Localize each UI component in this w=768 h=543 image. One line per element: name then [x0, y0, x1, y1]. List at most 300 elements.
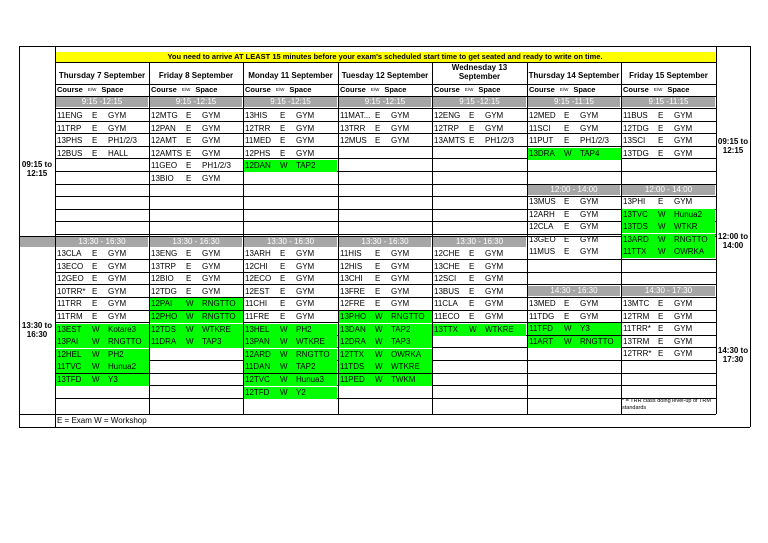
- exam-type: E: [280, 124, 286, 133]
- exam-space: GYM: [391, 124, 410, 133]
- course-code: 12TFD: [245, 388, 270, 397]
- morning-row: [622, 135, 715, 147]
- exam-space: GYM: [580, 197, 599, 206]
- course-code: 12BIO: [151, 274, 174, 283]
- afternoon-row: [244, 336, 337, 348]
- afternoon-row: [56, 336, 149, 348]
- exam-type: E: [658, 324, 664, 333]
- morning-row: [150, 135, 243, 147]
- exam-type: E: [280, 274, 286, 283]
- exam-type: E: [186, 111, 192, 120]
- midday-row: [622, 246, 715, 258]
- time-slot-bar: 9:15 -12:15: [244, 97, 337, 107]
- exam-type: W: [280, 337, 288, 346]
- morning-row: [56, 123, 149, 135]
- day-header: Friday 8 September: [158, 71, 234, 80]
- time-slot-bar: 12:00 - 14:00: [528, 185, 620, 195]
- column-subheader: Course E/W Space: [245, 85, 312, 94]
- course-code: 11HIS: [340, 249, 362, 258]
- course-code: 13DRA: [529, 149, 555, 158]
- time-slot-bar: 9:15 -11:15: [528, 97, 620, 107]
- course-code: 11DAN: [245, 362, 271, 371]
- afternoon-row: [622, 348, 715, 360]
- afternoon-row: [339, 286, 432, 298]
- afternoon-row: [56, 298, 149, 310]
- exam-type: E: [564, 210, 570, 219]
- morning-row: [622, 123, 715, 135]
- afternoon-row: [339, 311, 432, 323]
- midday-row: [622, 221, 715, 233]
- course-code: 13MUS: [529, 197, 556, 206]
- course-code: 13DAN: [340, 325, 366, 334]
- morning-row: [244, 148, 337, 160]
- exam-space: GYM: [485, 312, 504, 321]
- exam-space: RNGTTO: [296, 350, 330, 359]
- exam-type: E: [658, 337, 664, 346]
- exam-space: GYM: [580, 235, 599, 244]
- exam-type: E: [564, 235, 570, 244]
- time-slot-bar: 13:30 - 16:30: [244, 237, 337, 247]
- exam-space: GYM: [296, 136, 315, 145]
- exam-type: E: [92, 111, 98, 120]
- course-code: 11CHI: [245, 299, 268, 308]
- column-subheader: Course E/W Space: [57, 85, 124, 94]
- course-code: 12HIS: [340, 262, 363, 271]
- exam-type: W: [375, 350, 383, 359]
- exam-type: E: [92, 299, 98, 308]
- exam-type: E: [280, 299, 286, 308]
- exam-type: E: [186, 124, 192, 133]
- exam-space: GYM: [391, 287, 410, 296]
- course-code: 13MED: [529, 299, 556, 308]
- afternoon-row: [244, 298, 337, 310]
- afternoon-row: [56, 261, 149, 273]
- exam-type: W: [186, 312, 194, 321]
- afternoon-row: [150, 336, 243, 348]
- course-code: 11ART: [529, 337, 554, 346]
- course-code: 13ARH: [245, 249, 271, 258]
- exam-type: E: [469, 299, 475, 308]
- time-slot-bar: 9:15 -12:15: [150, 97, 242, 107]
- course-code: 11TDS: [340, 362, 365, 371]
- exam-type: W: [375, 362, 383, 371]
- exam-space: GYM: [296, 287, 315, 296]
- exam-space: PH1/2/3: [485, 136, 514, 145]
- exam-space: GYM: [202, 111, 221, 120]
- course-code: 11TRR: [57, 299, 82, 308]
- morning-row: [244, 123, 337, 135]
- afternoon-row: [244, 286, 337, 298]
- course-code: 11TRM: [57, 312, 83, 321]
- afternoon-row: [433, 273, 526, 285]
- exam-space: GYM: [674, 136, 693, 145]
- exam-space: GYM: [391, 299, 410, 308]
- exam-type: W: [658, 247, 666, 256]
- grid-line: [55, 62, 716, 63]
- afternoon-row: [339, 349, 432, 361]
- exam-space: GYM: [674, 149, 693, 158]
- exam-type: E: [469, 274, 475, 283]
- midday-row: [528, 234, 621, 246]
- time-slot-bar: 14:30 - 17:30: [622, 286, 715, 296]
- morning-row: [244, 160, 337, 172]
- exam-space: Kotare3: [108, 325, 137, 334]
- exam-type: E: [564, 299, 570, 308]
- exam-type: E: [280, 249, 286, 258]
- course-code: 12ARH: [529, 210, 555, 219]
- course-code: 12TDS: [151, 325, 176, 334]
- time-slot-bar: 13:30 - 16:30: [433, 237, 526, 247]
- midday-row: [528, 196, 621, 208]
- morning-row: [244, 135, 337, 147]
- exam-type: W: [658, 222, 666, 231]
- exam-space: GYM: [108, 124, 127, 133]
- course-code: 11PED: [340, 375, 365, 384]
- exam-type: E: [186, 287, 192, 296]
- exam-type: E: [375, 124, 381, 133]
- course-code: 12PAN: [151, 124, 176, 133]
- exam-space: GYM: [674, 312, 693, 321]
- course-code: 11CLA: [434, 299, 458, 308]
- exam-type: E: [92, 149, 98, 158]
- exam-type: E: [564, 124, 570, 133]
- afternoon-row: [339, 374, 432, 386]
- exam-space: GYM: [296, 249, 315, 258]
- trr-footnote: * = TRR class doing level-up of TRM standards: [622, 398, 711, 411]
- course-code: 12CLA: [529, 222, 554, 231]
- afternoon-row: [339, 248, 432, 260]
- exam-type: E: [469, 111, 475, 120]
- morning-row: [528, 123, 621, 135]
- course-code: 13TRM: [623, 337, 650, 346]
- afternoon-row: [56, 248, 149, 260]
- exam-type: E: [186, 262, 192, 271]
- course-code: 12TDG: [623, 124, 649, 133]
- afternoon-row: [433, 324, 526, 336]
- course-code: 13PHO: [340, 312, 367, 321]
- exam-space: GYM: [580, 210, 599, 219]
- afternoon-row: [528, 311, 621, 323]
- day-header: Monday 11 September: [248, 71, 333, 80]
- course-code: 13FRE: [340, 287, 365, 296]
- course-code: 11TFD: [529, 324, 553, 333]
- row-line: [55, 108, 716, 109]
- course-code: 13CHE: [434, 262, 460, 271]
- exam-type: E: [92, 287, 98, 296]
- exam-type: E: [469, 262, 475, 271]
- exam-space: GYM: [485, 262, 504, 271]
- exam-space: RNGTTO: [580, 337, 614, 346]
- afternoon-row: [56, 374, 149, 386]
- morning-row: [150, 173, 243, 185]
- exam-type: W: [469, 325, 477, 334]
- exam-type: E: [186, 249, 192, 258]
- afternoon-row: [339, 324, 432, 336]
- morning-row: [622, 110, 715, 122]
- exam-type: W: [564, 337, 572, 346]
- exam-type: W: [280, 161, 288, 170]
- course-code: 13AMTS: [434, 136, 466, 145]
- exam-type: E: [375, 274, 381, 283]
- exam-type: E: [375, 299, 381, 308]
- midday-row: [528, 246, 621, 258]
- course-code: 13ARD: [623, 235, 649, 244]
- course-code: 11FRE: [245, 312, 270, 321]
- afternoon-row: [150, 261, 243, 273]
- afternoon-row: [150, 286, 243, 298]
- exam-type: W: [564, 149, 572, 158]
- exam-type: E: [92, 136, 98, 145]
- course-code: 12CHE: [434, 249, 460, 258]
- course-code: 12PAI: [151, 299, 173, 308]
- exam-space: GYM: [202, 249, 221, 258]
- exam-type: E: [92, 262, 98, 271]
- exam-space: GYM: [296, 111, 315, 120]
- exam-type: W: [564, 324, 572, 333]
- morning-row: [528, 135, 621, 147]
- exam-space: GYM: [485, 299, 504, 308]
- course-code: 12TRM: [623, 312, 650, 321]
- course-code: 12TRP: [434, 124, 459, 133]
- exam-space: GYM: [674, 337, 693, 346]
- exam-type: W: [375, 375, 383, 384]
- course-code: 11MED: [245, 136, 272, 145]
- exam-type: W: [375, 312, 383, 321]
- time-slot-bar: 9:15 -12:15: [56, 97, 148, 107]
- exam-space: WTKRE: [485, 325, 514, 334]
- exam-space: GYM: [674, 324, 693, 333]
- time-slot-bar: 9:15 -12:15: [433, 97, 526, 107]
- exam-space: RNGTTO: [108, 337, 142, 346]
- exam-space: RNGTTO: [391, 312, 425, 321]
- exam-space: PH2: [108, 350, 124, 359]
- exam-type: E: [469, 124, 475, 133]
- exam-space: GYM: [580, 247, 599, 256]
- afternoon-row: [150, 311, 243, 323]
- exam-space: GYM: [485, 111, 504, 120]
- morning-row: [56, 110, 149, 122]
- exam-type: W: [280, 325, 288, 334]
- column-subheader: Course E/W Space: [151, 85, 218, 94]
- course-code: 12PHS: [245, 149, 271, 158]
- exam-type: E: [564, 222, 570, 231]
- exam-space: GYM: [580, 312, 599, 321]
- exam-space: RNGTTO: [202, 299, 236, 308]
- exam-type: E: [375, 249, 381, 258]
- exam-space: GYM: [580, 299, 599, 308]
- afternoon-row: [433, 248, 526, 260]
- exam-type: W: [92, 350, 100, 359]
- afternoon-row: [150, 248, 243, 260]
- exam-type: E: [92, 249, 98, 258]
- course-code: 11TTX: [623, 247, 647, 256]
- course-code: 12TDG: [151, 287, 177, 296]
- afternoon-row: [339, 273, 432, 285]
- exam-space: GYM: [674, 197, 693, 206]
- exam-space: Y3: [108, 375, 118, 384]
- exam-space: GYM: [674, 299, 693, 308]
- course-code: 12ARD: [245, 350, 271, 359]
- afternoon-row: [339, 261, 432, 273]
- course-code: 13ENG: [151, 249, 178, 258]
- course-code: 11GEO: [151, 161, 178, 170]
- course-code: 12AMTS: [151, 149, 183, 158]
- exam-type: E: [375, 136, 381, 145]
- morning-row: [433, 123, 526, 135]
- morning-row: [339, 135, 432, 147]
- exam-space: GYM: [108, 262, 127, 271]
- column-subheader: Course E/W Space: [434, 85, 501, 94]
- morning-row: [339, 123, 432, 135]
- exam-space: Hunua2: [108, 362, 137, 371]
- exam-space: GYM: [296, 149, 315, 158]
- exam-space: TAP4: [580, 149, 600, 158]
- course-code: 12DAN: [245, 161, 271, 170]
- afternoon-row: [56, 311, 149, 323]
- exam-space: RNGTTO: [202, 312, 236, 321]
- exam-type: W: [92, 325, 100, 334]
- exam-space: GYM: [485, 249, 504, 258]
- course-code: 13TFD: [57, 375, 82, 384]
- exam-type: W: [186, 325, 194, 334]
- afternoon-row: [56, 361, 149, 373]
- course-code: 13PAI: [57, 337, 79, 346]
- morning-row: [56, 148, 149, 160]
- exam-type: W: [280, 388, 288, 397]
- exam-space: GYM: [485, 274, 504, 283]
- exam-space: GYM: [202, 136, 221, 145]
- exam-space: GYM: [108, 299, 127, 308]
- exam-space: OWRKA: [674, 247, 705, 256]
- course-code: 12GEO: [57, 274, 84, 283]
- exam-space: GYM: [580, 222, 599, 231]
- morning-row: [433, 135, 526, 147]
- course-code: 11DRA: [151, 337, 177, 346]
- exam-space: GYM: [108, 312, 127, 321]
- course-code: 12BUS: [57, 149, 83, 158]
- exam-space: GYM: [202, 149, 221, 158]
- day-header: Friday 15 September: [629, 71, 708, 80]
- midday-row: [528, 221, 621, 233]
- exam-type: E: [658, 197, 664, 206]
- exam-space: GYM: [485, 287, 504, 296]
- afternoon-row: [244, 311, 337, 323]
- grid-line: [716, 46, 717, 414]
- exam-space: GYM: [296, 124, 315, 133]
- course-code: 13PHS: [57, 136, 83, 145]
- right-morning-time-label: 09:15 to 12:15: [717, 137, 749, 155]
- exam-type: E: [469, 287, 475, 296]
- afternoon-row: [244, 248, 337, 260]
- exam-type: E: [92, 124, 98, 133]
- midday-row: [622, 234, 715, 246]
- exam-space: Hunua3: [296, 375, 325, 384]
- exam-space: Hunua2: [674, 210, 703, 219]
- exam-type: W: [658, 235, 666, 244]
- course-code: 13TVC: [623, 210, 648, 219]
- exam-type: E: [564, 136, 570, 145]
- course-code: 12FRE: [340, 299, 365, 308]
- afternoon-row: [56, 324, 149, 336]
- exam-space: GYM: [202, 287, 221, 296]
- morning-row: [528, 110, 621, 122]
- course-code: 11TRP: [57, 124, 82, 133]
- afternoon-row: [528, 336, 621, 348]
- exam-space: GYM: [202, 274, 221, 283]
- course-code: 12TRR: [245, 124, 271, 133]
- course-code: 12TRR*: [623, 349, 652, 358]
- course-code: 12ECO: [245, 274, 272, 283]
- morning-row: [150, 160, 243, 172]
- right-midday-time-label: 12:00 to 14:00: [717, 232, 749, 250]
- exam-space: GYM: [580, 111, 599, 120]
- exam-space: GYM: [391, 274, 410, 283]
- afternoon-row: [622, 311, 715, 323]
- exam-space: GYM: [108, 249, 127, 258]
- exam-space: GYM: [485, 124, 504, 133]
- exam-space: TAP2: [296, 161, 316, 170]
- day-header: Wednesday 13 September: [451, 63, 508, 81]
- exam-space: GYM: [202, 262, 221, 271]
- course-code: 11TVC: [57, 362, 82, 371]
- course-code: 13CHI: [340, 274, 363, 283]
- course-code: 13GEO: [529, 235, 556, 244]
- course-code: 13TDS: [623, 222, 648, 231]
- column-subheader: Course E/W Space: [529, 85, 596, 94]
- midday-row: [528, 209, 621, 221]
- exam-type: E: [280, 111, 286, 120]
- afternoon-row: [244, 349, 337, 361]
- exam-type: E: [658, 149, 664, 158]
- exam-type: E: [280, 136, 286, 145]
- exam-type: E: [469, 249, 475, 258]
- exam-space: TAP3: [202, 337, 222, 346]
- exam-type: E: [186, 161, 192, 170]
- course-code: 12TVC: [245, 375, 270, 384]
- morning-row: [150, 123, 243, 135]
- exam-type: E: [564, 111, 570, 120]
- exam-type: W: [375, 337, 383, 346]
- afternoon-row: [622, 323, 715, 335]
- time-slot-bar: 13:30 - 16:30: [339, 237, 431, 247]
- row-line: [55, 398, 716, 399]
- column-subheader: Course E/W Space: [340, 85, 407, 94]
- exam-type: W: [186, 337, 194, 346]
- course-code: 13HEL: [245, 325, 270, 334]
- course-code: 12PHO: [151, 312, 178, 321]
- day-header: Thursday 7 September: [58, 71, 146, 80]
- course-code: 13ECO: [57, 262, 84, 271]
- exam-space: TAP2: [391, 325, 411, 334]
- morning-row: [150, 110, 243, 122]
- afternoon-row: [56, 286, 149, 298]
- exam-space: GYM: [296, 312, 315, 321]
- course-code: 11PUT: [529, 136, 554, 145]
- course-code: 11MAT...: [340, 111, 371, 120]
- exam-space: PH1/2/3: [108, 136, 137, 145]
- exam-space: GYM: [108, 274, 127, 283]
- afternoon-row: [433, 261, 526, 273]
- afternoon-row: [528, 298, 621, 310]
- exam-space: GYM: [108, 287, 127, 296]
- course-code: 13MTC: [623, 299, 650, 308]
- afternoon-row: [150, 298, 243, 310]
- exam-type: W: [280, 375, 288, 384]
- exam-type: E: [280, 149, 286, 158]
- afternoon-row: [244, 261, 337, 273]
- course-code: 13HIS: [245, 111, 268, 120]
- afternoon-row: [56, 349, 149, 361]
